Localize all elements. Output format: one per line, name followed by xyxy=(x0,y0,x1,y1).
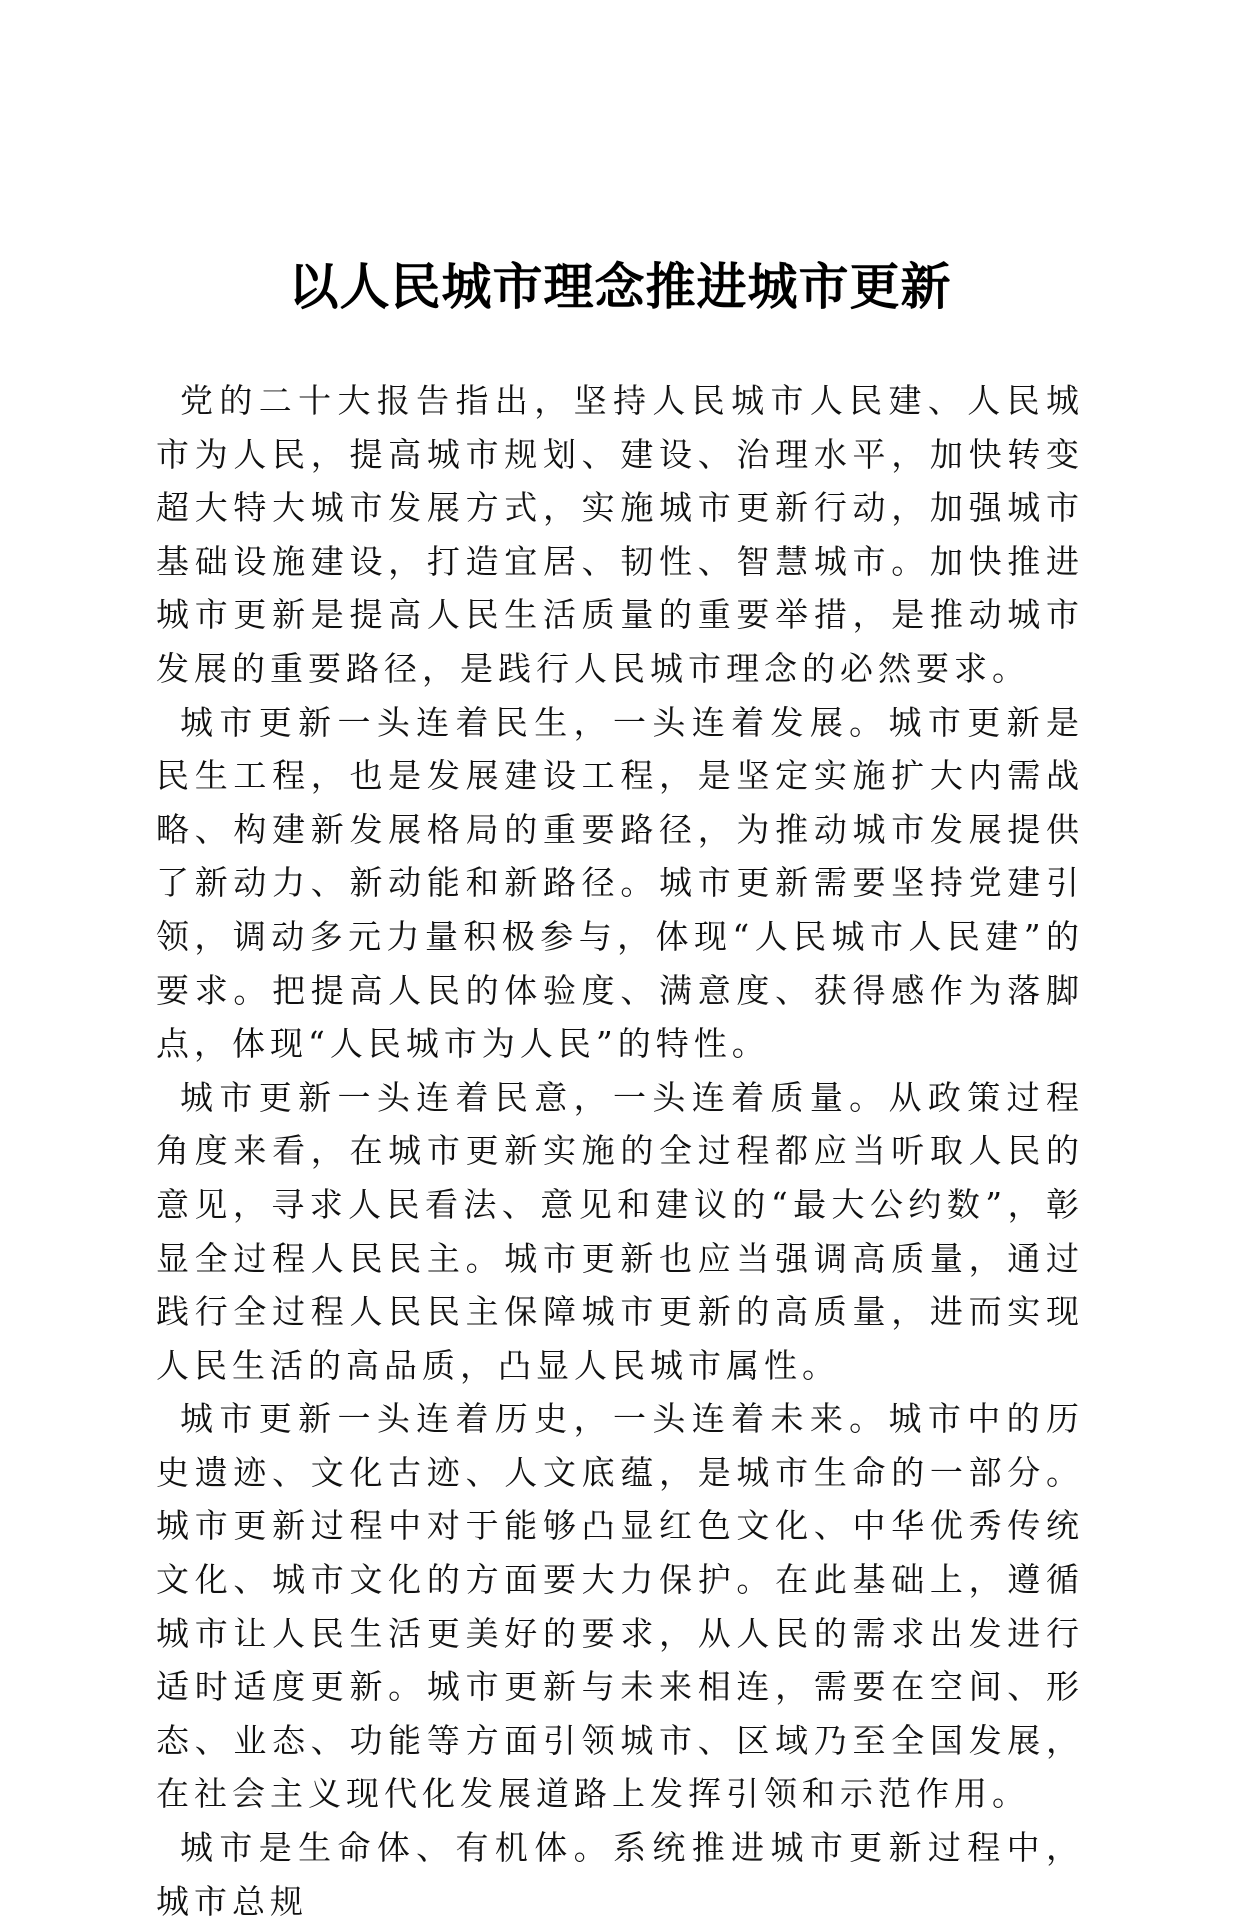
document-body xyxy=(156,374,1084,1928)
paragraph-1: 党的二十大报告指出，坚持人民城市人民建、人民城市为人民，提高城市规划、建设、治理水平，加快转变超大特大城市发展方式，实施城市更新行动，加强城市基础设施建设，打造宜居、韧性、智慧城市。加快推进城市更新是提高人民生活质量的重要举措，是推动城市发展的重要路径，是践行人民城市理念的必然要求。 xyxy=(156,381,1084,688)
paragraph-4: 城市更新一头连着历史，一头连着未来。城市中的历史遗迹、文化古迹、人文底蕴，是城市生命的一部分。城市更新过程中对于能够凸显红色文化、中华优秀传统文化、城市文化的方面要大力保护。在此基础上，遵循城市让人民生活更美好的要求，从人民的需求出发进行适时适度更新。城市更新与未来相连，需要在空间、形态、业态、功能等方面引领城市、区域乃至全国发展，在社会主义现代化发展道路上发挥引领和示范作用。 xyxy=(156,1399,1084,1814)
paragraph-5: 城市是生命体、有机体。系统推进城市更新过程中，城市总规 xyxy=(156,1828,1084,1921)
paragraph-2: 城市更新一头连着民生，一头连着发展。城市更新是民生工程，也是发展建设工程，是坚定实施扩大内需战略、构建新发展格局的重要路径，为推动城市发展提供了新动力、新动能和新路径。城市更新需要坚持党建引领，调动多元力量积极参与，体现“人民城市人民建”的要求。把提高人民的体验度、满意度、获得感作为落脚点，体现“人民城市为人民”的特性。 xyxy=(156,702,1084,1064)
paragraph-3: 城市更新一头连着民意，一头连着质量。从政策过程角度来看，在城市更新实施的全过程都应当听取人民的意见，寻求人民看法、意见和建议的“最大公约数”，彰显全过程人民民主。城市更新也应当强调高质量，通过践行全过程人民民主保障城市更新的高质量，进而实现人民生活的高品质，凸显人民城市属性。 xyxy=(156,1077,1084,1385)
document-title: 以人民城市理念推进城市更新 xyxy=(288,257,952,316)
